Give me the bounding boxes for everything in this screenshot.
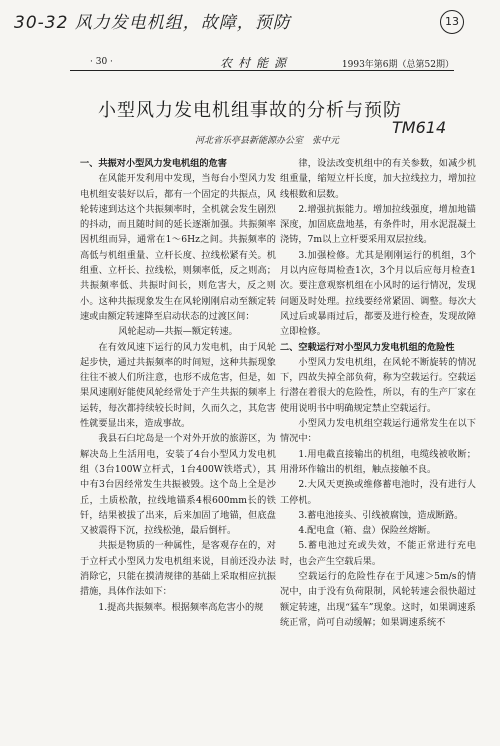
section-heading: 一、共振对小型风力发电机组的危害	[80, 158, 227, 169]
paragraph: 在有效风速下运行的风力发电机，由于风轮起步快，通过共振频率的时间短，这种共振现象往往不被人们所注意，也形不成危害，但是，如果风速刚好能使风轮经常处于产生共振的频率上运转，每次都持续较长时间，久而久之，其危害性就要显出来，造成事故。	[80, 341, 276, 430]
paragraph: 小型风力发电机组空载运行通常发生在以下情况中：	[280, 418, 476, 445]
right-text-column	[280, 156, 476, 630]
paragraph: 在风能开发利用中发现，当每台小型风力发电机组安装好以后，都有一个固定的共振点，风轮转速到达这个共振频率时，全机就会发生剧烈的抖动，而且随时间的延长逐渐加强。共振频率因机组而异，通常在1～6Hz之间。共振频率的高低与机组重量、立杆长度、拉线松紧有关。机组重、立杆长、拉线松，则频率低，反之则高；共振频率低、共振时间长，则危害大，反之则小。这种共振现象发生在风轮刚刚启动至额定转速或由额定转速降至启动状态的过渡区间：	[80, 173, 276, 322]
paragraph: 4.配电盒（箱、盘）保险丝熔断。	[298, 525, 436, 537]
section-heading: 二、空载运行对小型风力发电机组的危险性	[280, 341, 455, 353]
handwritten-circled-number: 13	[440, 10, 464, 34]
paragraph: 1.提高共振频率。根据频率高危害小的规	[98, 601, 264, 613]
paragraph: 2.大风天更换或维修蓄电池时，没有进行人工停机。	[280, 479, 476, 506]
journal-name: 农村能源	[220, 56, 293, 70]
left-text-column	[80, 156, 276, 615]
author-line: 河北省乐亭县新能源办公室 张中元	[195, 136, 340, 146]
paragraph: 空载运行的危险性存在于风速＞5m/s的情况中，由于没有负荷限制，风轮转速会很快超过额定转速，出现“猛车”现象。这时，如果调速系统正常，尚可自动缓解；如果调速系统不	[280, 571, 476, 628]
running-header	[70, 54, 454, 71]
article-title: 小型风力发电机组事故的分析与预防	[98, 100, 402, 121]
paragraph: 3.蓄电池接头、引线被腐蚀，造成断路。	[298, 509, 464, 521]
handwritten-index-note: 30-32 风力发电机组，故障，预防	[14, 13, 291, 33]
paragraph: 3.加强检修。尤其是刚刚运行的机组，3个月以内应每周检查1次，3个月以后应每月检查1次。要注意观察机组在小风时的运行情况，发现问题及时处理。拉线要经常紧固、调整。每次大风过后或暴雨过后，都要及进行检查，发现故障立即检修。	[280, 249, 476, 338]
paragraph: 小型风力发电机组，在风轮不断旋转的情况下，四故失掉全部负荷，称为空载运行。空载运行潜在着很大的危险性，所以，有的生产厂家在使用说明书中明确规定禁止空载运行。	[280, 356, 476, 414]
paragraph: 1.用电截直接输出的机组，电缆线被收断；用滑环作输出的机组，触点接触不良。	[280, 448, 476, 475]
paragraph: 我县石臼坨岛是一个对外开放的旅游区，为解决岛上生活用电，安装了4台小型风力发电机组（3台100W立杆式，1台400W铁塔式），其中有3台因经常发生共振被毁。这个岛上全是沙丘，土质松散，拉线地锚系4根600mm长的铁钎，结果被拔了出来，后来加固了地锚，但底盘又被震得下沉，拉线松弛，最后倒杆。	[80, 433, 276, 537]
paragraph: 2.增强抗振能力。增加拉线强度，增加地锚深度，加固底盘地基，有条件时，用水泥混凝土浇铸，7m以上立杆要采用双层拉线。	[280, 203, 476, 246]
paragraph: 律，设法改变机组中的有关参数，如减少机组重量，缩短立杆长度，加大拉线拉力，增加拉线根数和层数。	[280, 158, 476, 200]
page-number: · 30 ·	[90, 57, 113, 67]
paragraph: 共振是物质的一种属性，是客观存在的，对于立杆式小型风力发电机组来说，目前还没办法消除它，只能在摸清规律的基础上采取相应抗振措施，具体作法如下：	[80, 540, 276, 598]
paragraph: 风轮起动—共振—额定转速。	[118, 326, 238, 338]
paragraph: 5.蓄电池过充或失效，不能正常进行充电时，也会产生空载后果。	[280, 540, 476, 567]
handwritten-classification-code: TM614	[392, 118, 447, 137]
issue-info: 1993年第6期（总第52期）	[341, 60, 454, 70]
